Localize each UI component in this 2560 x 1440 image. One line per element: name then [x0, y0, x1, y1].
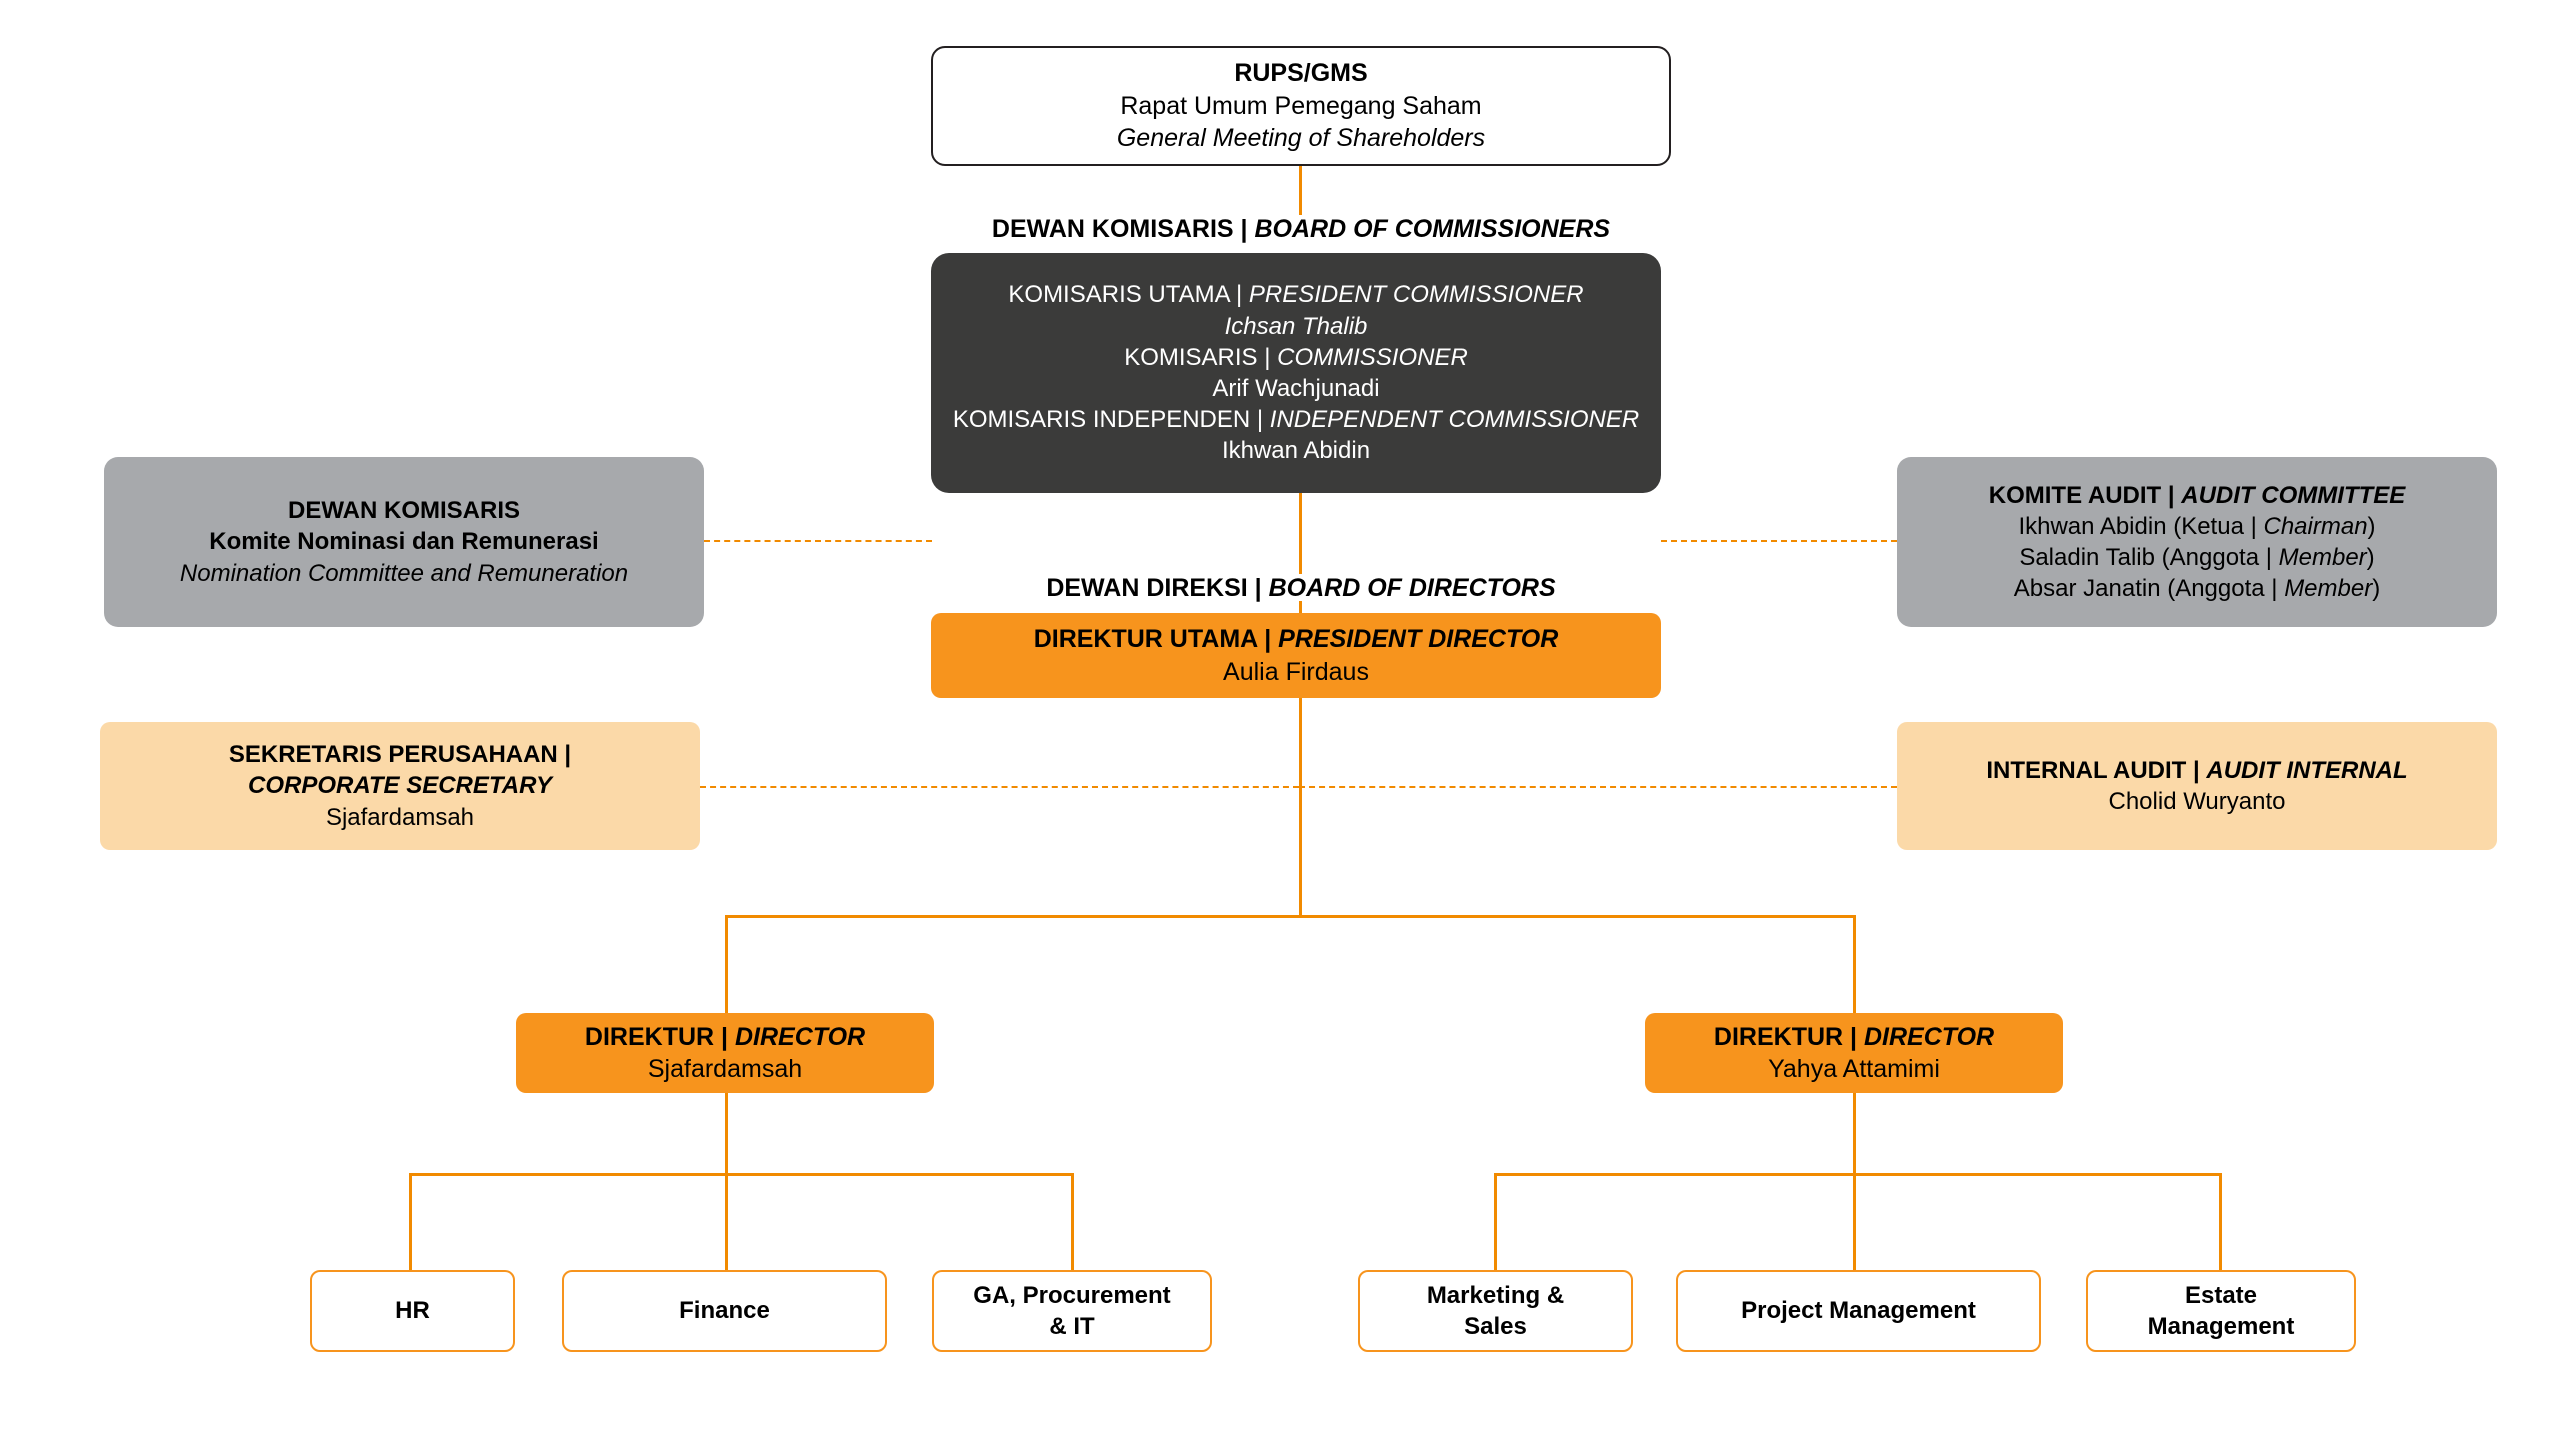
connector-directors-bus [725, 915, 1855, 918]
director-right-role-en: DIRECTOR [1863, 1022, 1995, 1051]
unit-estate-label-line2: Management [2147, 1313, 2295, 1340]
komisaris-role1-en: PRESIDENT COMMISSIONER [1248, 281, 1584, 309]
connector-left-unit-ga [1071, 1173, 1074, 1270]
label-board-of-commissioners [931, 215, 1671, 244]
unit-marketing-label-line1: Marketing & [1426, 1281, 1565, 1309]
connector-left-units-bus [409, 1173, 1074, 1176]
komisaris-role3-id: KOMISARIS INDEPENDEN | [952, 406, 1270, 434]
label-board-of-directors [931, 574, 1671, 603]
internal-audit-name: Cholid Wuryanto [2108, 788, 2286, 815]
connector-right-unit-marketing [1494, 1173, 1497, 1270]
connector-left-unit-finance [725, 1173, 728, 1270]
komisaris-name-1: Ichsan Thalib [1224, 312, 1368, 340]
rups-title: RUPS/GMS [1234, 59, 1368, 88]
director-right-role [1714, 1021, 1994, 1054]
connector-right-units-bus [1494, 1173, 2222, 1176]
director-left-role-id: DIREKTUR | [584, 1022, 735, 1051]
nomination-line2: Komite Nominasi dan Remunerasi [209, 528, 599, 556]
komisaris-role2-id: KOMISARIS | [1124, 343, 1278, 371]
komisaris-role1-id: KOMISARIS UTAMA | [1008, 281, 1249, 309]
connector-bus-to-director-left [725, 915, 728, 1013]
dashed-connector-nomination [704, 540, 932, 542]
rups-subtitle-en: General Meeting of Shareholders [1116, 124, 1486, 153]
node-director-left[interactable] [516, 1013, 934, 1093]
komisaris-role3-en: INDEPENDENT COMMISSIONER [1269, 406, 1640, 434]
connector-bus-to-director-right [1853, 915, 1856, 1013]
connector-rups-to-commissioners [1299, 166, 1302, 215]
audit-member1-role: Chairman [2263, 512, 2368, 540]
node-audit-committee[interactable] [1897, 457, 2497, 627]
director-left-role [585, 1021, 865, 1054]
dashed-connector-internal-audit [1299, 786, 1897, 788]
node-rups-gms[interactable] [931, 46, 1671, 166]
audit-member3-role: Member [2284, 575, 2373, 603]
komisaris-name-3: Ikhwan Abidin [1221, 437, 1371, 465]
audit-committee-header [1989, 480, 2405, 511]
corporate-secretary-name: Sjafardamsah [325, 803, 475, 831]
audit-committee-member-3 [2014, 573, 2380, 604]
connector-president-down [1299, 698, 1302, 917]
internal-audit-title-en: INTERNAL AUDIT | [1986, 756, 2207, 784]
connector-right-unit-pm [1853, 1173, 1856, 1270]
komisaris-role2-en: COMMISSIONER [1277, 343, 1468, 371]
audit-committee-header-id: KOMITE AUDIT | [1988, 481, 2182, 509]
node-unit-ga-procurement-it[interactable] [932, 1270, 1212, 1352]
node-unit-marketing-sales[interactable] [1358, 1270, 1633, 1352]
komisaris-name-2: Arif Wachjunadi [1212, 375, 1380, 402]
audit-member3-name: Absar Janatin (Anggota | [2013, 575, 2285, 603]
unit-finance-label: Finance [679, 1297, 770, 1325]
node-unit-estate-management[interactable] [2086, 1270, 2356, 1352]
node-internal-audit[interactable] [1897, 722, 2497, 850]
audit-member2-name: Saladin Talib (Anggota | [2019, 544, 2279, 571]
connector-left-unit-hr [409, 1173, 412, 1270]
director-right-name: Yahya Attamimi [1768, 1055, 1940, 1083]
dashed-connector-corporate-secretary [700, 786, 1299, 788]
audit-committee-header-en: AUDIT COMMITTEE [2181, 481, 2406, 509]
bok-label-en: BOARD OF COMMISSIONERS [1254, 215, 1611, 243]
internal-audit-title-id: AUDIT INTERNAL [2206, 756, 2408, 784]
unit-ga-label-line1: GA, Procurement [973, 1281, 1171, 1309]
unit-ga-label-line2: & IT [1049, 1313, 1095, 1340]
connector-director-right-down [1853, 1093, 1856, 1175]
audit-committee-member-1 [2018, 511, 2375, 542]
node-nomination-remuneration-committee[interactable] [104, 457, 704, 627]
node-corporate-secretary[interactable] [100, 722, 700, 850]
nomination-line1: DEWAN KOMISARIS [287, 497, 520, 525]
director-left-name: Sjafardamsah [647, 1055, 803, 1083]
unit-estate-label-line1: Estate [2184, 1281, 2258, 1309]
node-unit-finance[interactable] [562, 1270, 887, 1352]
audit-member1-close: ) [2367, 512, 2376, 540]
connector-director-left-down [725, 1093, 728, 1175]
node-board-of-commissioners[interactable] [931, 253, 1661, 493]
internal-audit-title [1986, 755, 2407, 786]
president-director-role-id: DIREKTUR UTAMA | [1033, 625, 1279, 653]
president-director-role-en: PRESIDENT DIRECTOR [1278, 625, 1559, 653]
node-president-director[interactable] [931, 613, 1661, 698]
nomination-line3: Nomination Committee and Remuneration [179, 559, 629, 587]
rups-subtitle-id: Rapat Umum Pemegang Saham [1120, 91, 1482, 120]
president-director-name: Aulia Firdaus [1223, 657, 1369, 686]
unit-marketing-label-line2: Sales [1464, 1313, 1527, 1340]
audit-member1-name: Ikhwan Abidin (Ketua | [2018, 512, 2264, 540]
komisaris-role-president [1008, 279, 1583, 310]
director-left-role-en: DIRECTOR [734, 1022, 866, 1051]
connector-right-unit-estate [2219, 1173, 2222, 1270]
director-right-role-id: DIREKTUR | [1713, 1022, 1864, 1051]
audit-committee-member-2 [2019, 542, 2374, 573]
corporate-secretary-title-id: SEKRETARIS PERUSAHAAN | [228, 741, 572, 769]
audit-member3-close: ) [2372, 575, 2381, 603]
node-unit-hr[interactable] [310, 1270, 515, 1352]
president-director-role [1034, 623, 1559, 656]
corporate-secretary-title-en: CORPORATE SECRETARY [247, 772, 553, 800]
audit-member2-role: Member [2278, 544, 2367, 571]
komisaris-role-independent [953, 404, 1639, 435]
node-unit-project-management[interactable] [1676, 1270, 2041, 1352]
connector-commissioners-to-directors [1299, 493, 1302, 574]
audit-member2-close: ) [2366, 544, 2375, 571]
unit-project-management-label: Project Management [1741, 1297, 1976, 1325]
bod-label-id: DEWAN DIREKSI | [1046, 574, 1269, 602]
bok-label-id: DEWAN KOMISARIS | [991, 215, 1255, 243]
dashed-connector-audit-committee [1661, 540, 1897, 542]
node-director-right[interactable] [1645, 1013, 2063, 1093]
unit-hr-label: HR [395, 1297, 430, 1325]
bod-label-en: BOARD OF DIRECTORS [1268, 574, 1556, 602]
komisaris-role-commissioner [1124, 342, 1468, 373]
